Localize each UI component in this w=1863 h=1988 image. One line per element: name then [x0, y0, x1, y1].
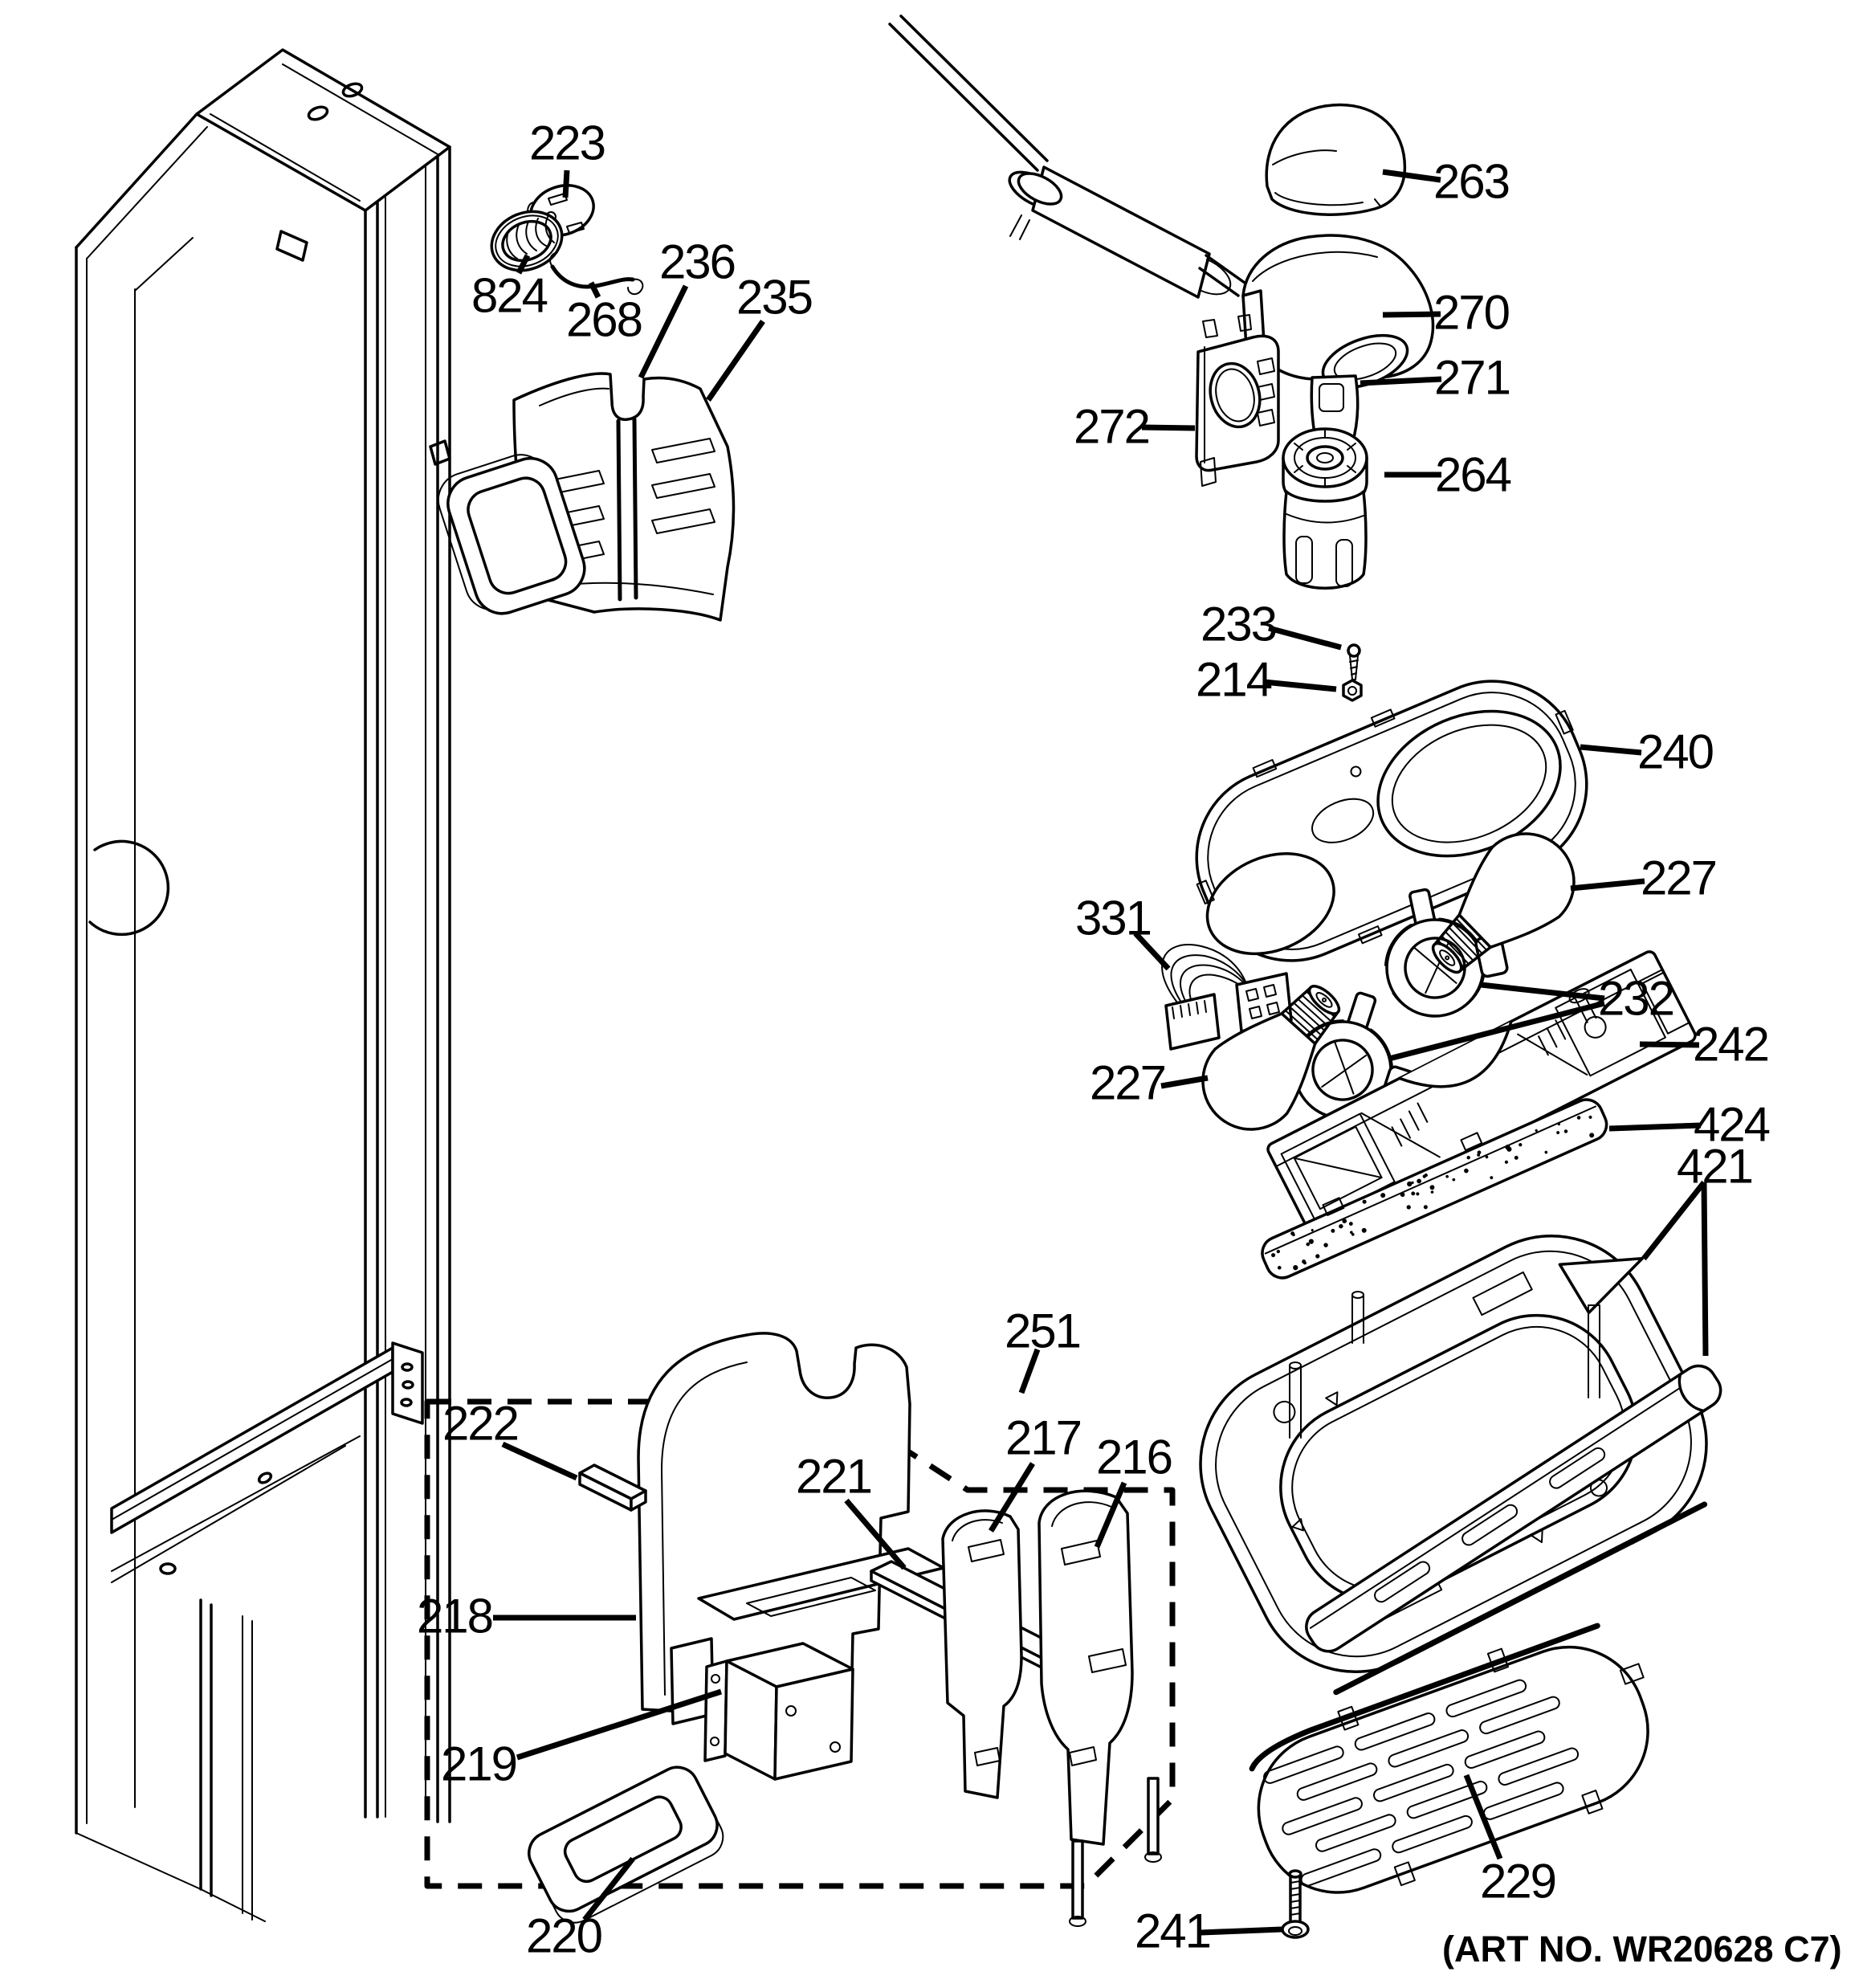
callout-240 [1580, 725, 1714, 779]
part-number-229: 229 [1479, 1854, 1556, 1908]
part-number-270: 270 [1433, 285, 1510, 340]
part-number-233: 233 [1200, 597, 1277, 651]
leader-line-241 [1201, 1929, 1282, 1933]
leader-line-421 [1704, 1182, 1706, 1356]
part-264-filter-cartridge [1283, 429, 1367, 588]
part-number-214: 214 [1195, 652, 1272, 707]
part-number-227a: 227 [1640, 851, 1717, 905]
callout-272 [1074, 400, 1195, 454]
part-number-219: 219 [440, 1737, 517, 1791]
part-number-241: 241 [1134, 1904, 1211, 1958]
callout-214 [1196, 653, 1336, 707]
leader-line-240 [1580, 747, 1641, 753]
leader-line-236 [641, 286, 686, 378]
leader-line-227b [1161, 1078, 1208, 1086]
part-number-221: 221 [795, 1449, 872, 1504]
part-number-218: 218 [416, 1589, 493, 1643]
part-number-272: 272 [1073, 399, 1150, 454]
part-number-824: 824 [471, 268, 548, 323]
liner-circle [90, 841, 168, 934]
part-number-222: 222 [442, 1396, 519, 1451]
part-216-duct-housing [1039, 1491, 1161, 1926]
part-217-duct-cover [943, 1511, 1021, 1798]
part-number-251: 251 [1004, 1304, 1081, 1358]
callout-218 [417, 1590, 636, 1643]
callout-331 [1075, 892, 1168, 970]
part-number-220: 220 [525, 1908, 602, 1963]
part-number-216: 216 [1095, 1430, 1172, 1484]
leader-line-214 [1264, 682, 1336, 689]
part-220-gasket [522, 1760, 730, 1929]
leader-line-219 [517, 1692, 721, 1757]
part-number-236: 236 [658, 235, 736, 289]
callout-222 [442, 1397, 577, 1479]
part-263-filter-cap [1266, 104, 1404, 214]
leader-line-233 [1269, 628, 1341, 647]
part-number-421: 421 [1676, 1139, 1753, 1194]
leader-line-271 [1360, 379, 1441, 383]
part-421-recess-tray [1166, 1194, 1755, 1707]
leader-line-270 [1383, 314, 1441, 315]
callout-241 [1135, 1904, 1282, 1958]
leader-line-421 [1644, 1182, 1704, 1259]
refrigerator-cabinet [76, 50, 450, 1921]
part-number-424: 424 [1693, 1097, 1770, 1152]
part-number-232: 232 [1597, 971, 1674, 1026]
part-number-235: 235 [736, 270, 813, 325]
part-number-240: 240 [1637, 725, 1714, 779]
part-number-268: 268 [565, 292, 642, 347]
part-number-264: 264 [1434, 447, 1511, 502]
part-222-fill-bar [580, 1465, 646, 1510]
part-number-271: 271 [1433, 350, 1510, 405]
part-number-242: 242 [1692, 1017, 1769, 1072]
light-assembly [1159, 647, 1698, 1284]
leader-line-424 [1609, 1125, 1701, 1129]
part-number-331: 331 [1074, 891, 1152, 945]
callout-233 [1201, 598, 1341, 651]
callout-223 [529, 116, 605, 198]
leader-line-242 [1640, 1044, 1699, 1045]
callout-235 [708, 271, 812, 401]
leader-line-227a [1571, 881, 1645, 888]
callout-227b [1090, 1056, 1208, 1110]
part-272-filter-bracket [1196, 315, 1278, 486]
leader-line-235 [708, 321, 763, 400]
callout-264 [1384, 448, 1511, 502]
callout-227a [1571, 851, 1716, 905]
callout-251 [1005, 1304, 1080, 1394]
water-tube [890, 16, 1245, 297]
tube-sleeve [1033, 167, 1209, 297]
part-219-icemaker-module [705, 1643, 853, 1779]
dispenser-assembly [1166, 1194, 1755, 1937]
part-number-263: 263 [1433, 154, 1510, 209]
leader-line-223 [565, 170, 567, 198]
part-233-screw [1348, 645, 1360, 684]
cabinet-center-rail [112, 1343, 422, 1533]
part-number-223: 223 [528, 116, 605, 170]
callout-236 [641, 235, 735, 378]
callout-268 [566, 283, 642, 347]
leader-line-272 [1142, 427, 1195, 428]
water-filter-assembly [890, 16, 1433, 700]
part-235-236-duct-cover [431, 374, 733, 623]
part-number-217: 217 [1005, 1410, 1082, 1465]
part-number-227b: 227 [1089, 1055, 1166, 1110]
part-214-nut [1343, 680, 1361, 700]
callout-421 [1644, 1140, 1752, 1357]
art-number: (ART NO. WR20628 C7) [1442, 1929, 1842, 1970]
